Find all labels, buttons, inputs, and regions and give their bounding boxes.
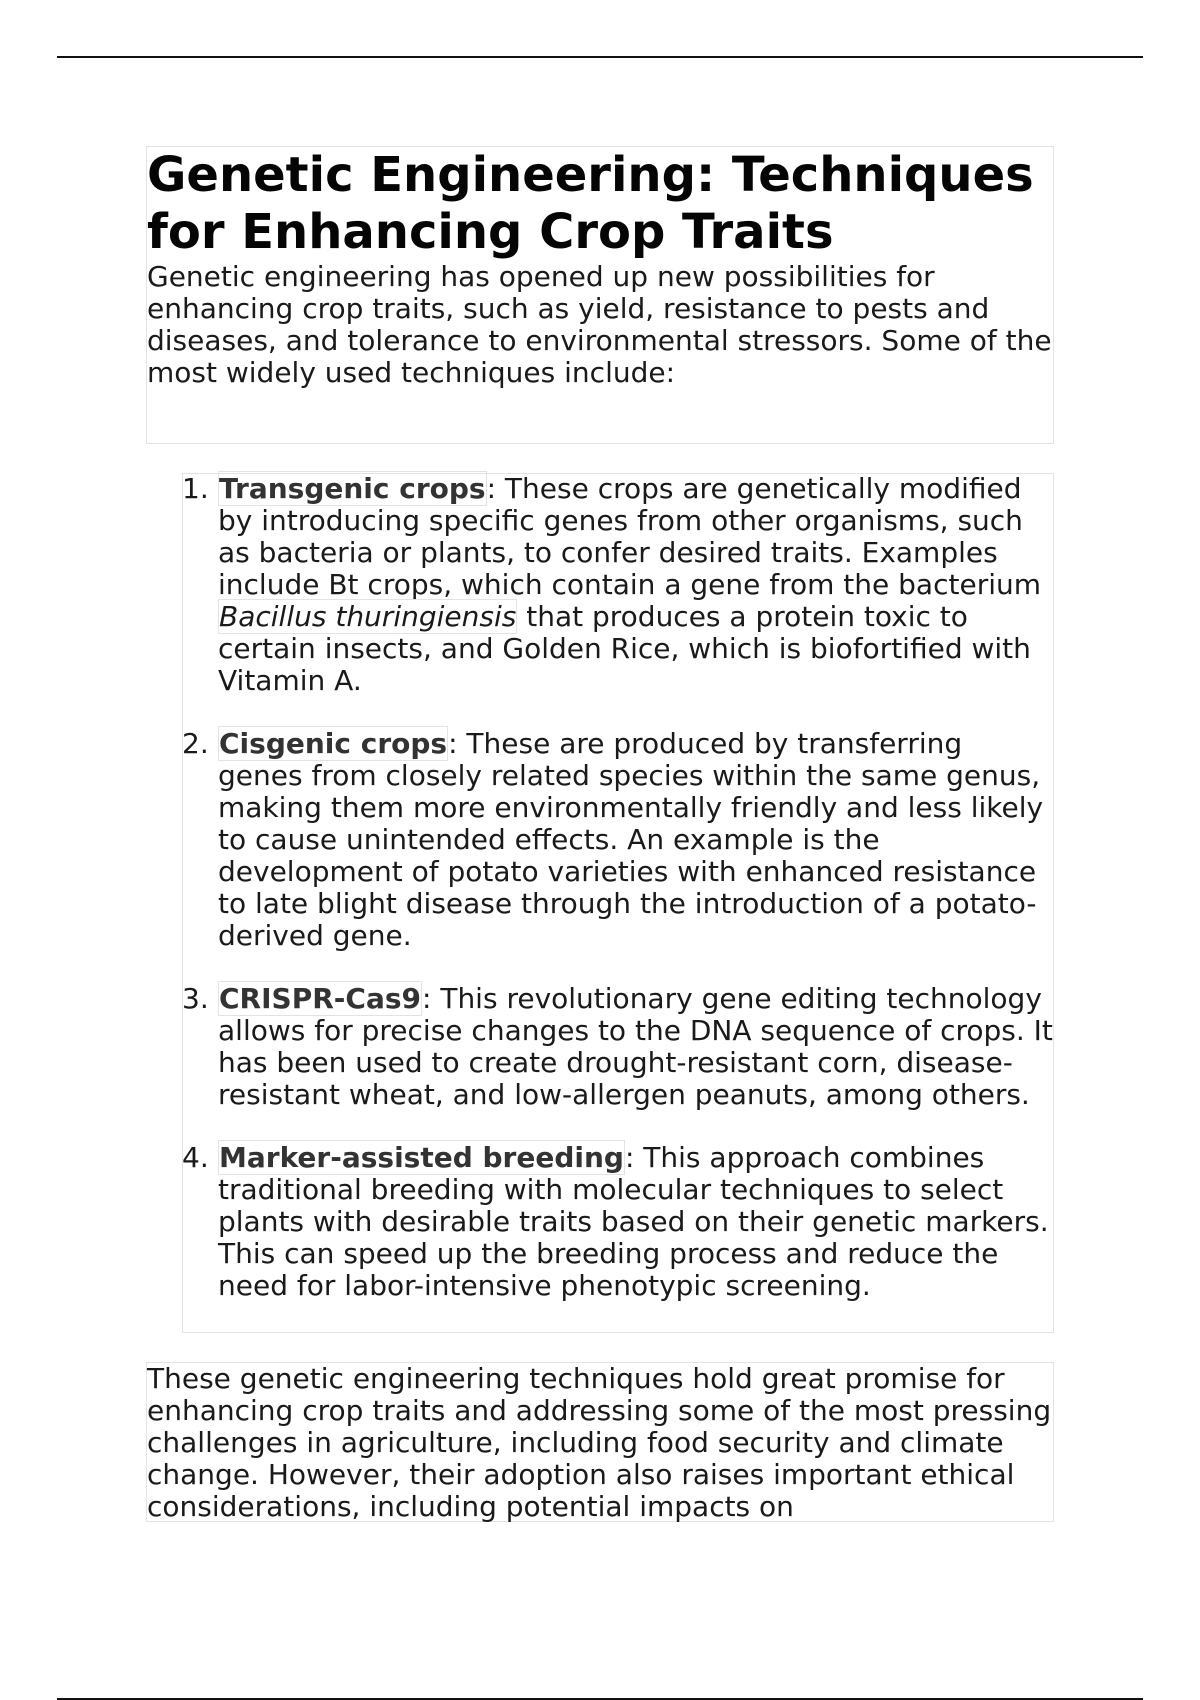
list-item [146,1142,1054,1302]
technique-term: Marker-assisted breeding [219,1141,624,1174]
list-item [146,473,1054,697]
conclusion-section [146,1362,1054,1522]
technique-text: : These are produced by transferring genes from closely related species within the same genus, making them more environmentally friendly and less likely to cause unintended effects. An example is the development of potato varieties with enhanced resistance to late blight disease through the introduction of a potato-derived gene. [218,727,1044,952]
species-name: Bacillus thuringiensis [219,600,517,633]
technique-text: : This revolutionary gene editing technology allows for precise changes to the DNA sequence of crops. It has been used to create drought-resistant corn, disease-resistant wheat, and low-allergen peanuts, among others. [218,982,1053,1111]
technique-term: CRISPR-Cas9 [219,982,421,1015]
list-item-number: 2. [182,727,209,760]
technique-text: : These crops are genetically modified by introducing specific genes from other organisms, such as bacteria or plants, to confer desired traits. Examples include Bt crops, which contain a gene from the bacterium [218,472,1042,601]
list-item-number: 1. [182,472,209,505]
technique-text: : This approach combines traditional breeding with molecular techniques to select plants with desirable traits based on their genetic markers. This can speed up the breeding process and reduce the need for labor-intensive phenotypic screening. [218,1141,1049,1302]
technique-term: Transgenic crops [219,472,486,505]
list-item-number: 4. [182,1141,209,1174]
intro-paragraph: Genetic engineering has opened up new possibilities for enhancing crop traits, such as yield, resistance to pests and diseases, and tolerance to environmental stressors. Some of the most widely used techniques include: [147,260,1052,389]
techniques-list [146,473,1054,1333]
intro-section [146,146,1054,444]
list-item [146,983,1054,1111]
conclusion-paragraph: These genetic engineering techniques hold great promise for enhancing crop traits and addressing some of the most pressing challenges in agriculture, including food security and climate change. However, their adoption also raises important ethical considerations, including potential impacts on [147,1362,1052,1523]
list-item [146,728,1054,952]
page-title: Genetic Engineering: Techniques for Enhancing Crop Traits [147,147,1034,260]
technique-term: Cisgenic crops [219,727,448,760]
header-rule [57,56,1143,58]
list-item-number: 3. [182,982,209,1015]
technique-text-continued: that produces a protein toxic to certain insects, and Golden Rice, which is biofortified with Vitamin A. [218,600,1031,697]
